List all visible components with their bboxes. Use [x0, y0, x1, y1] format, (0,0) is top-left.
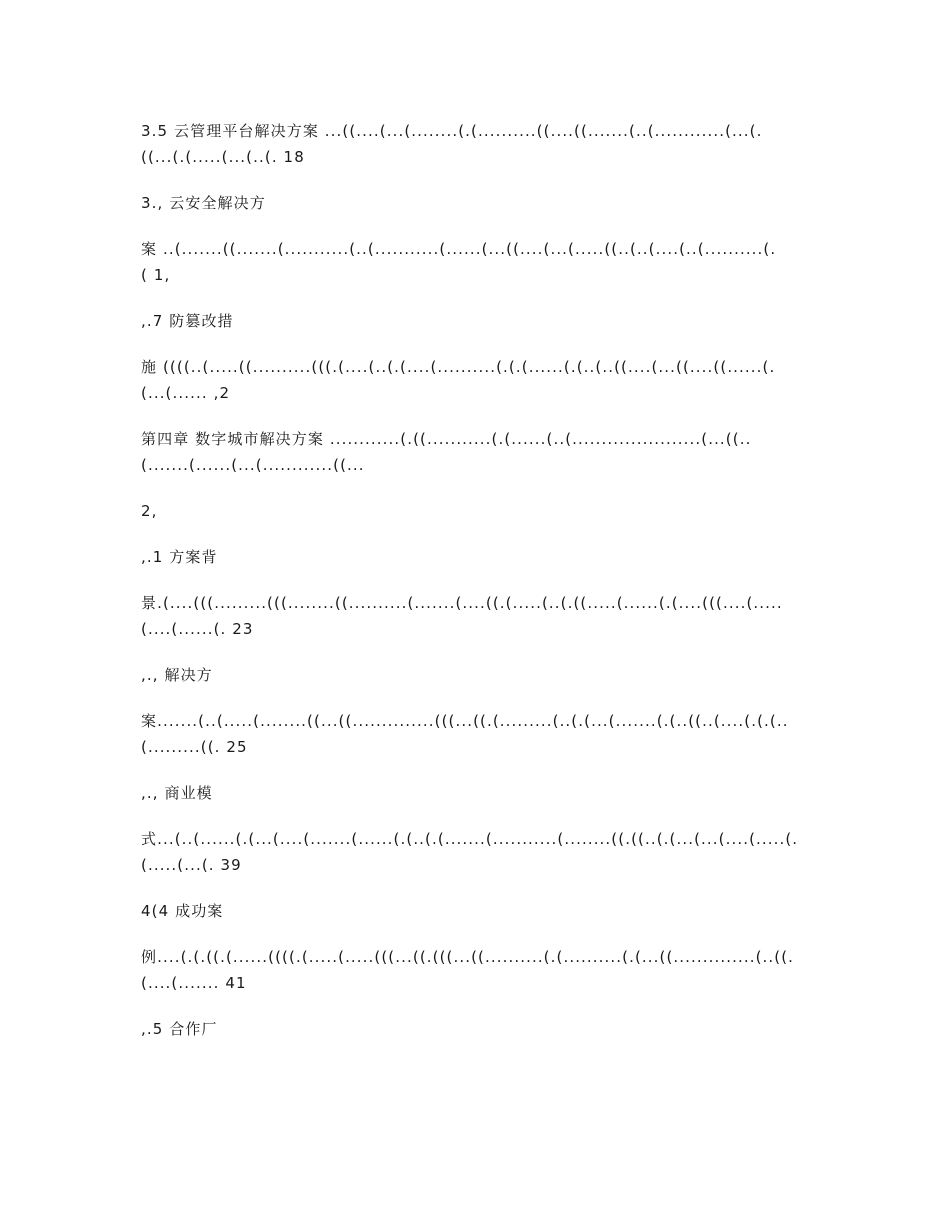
toc-entry-3-6-heading: 3., 云安全解决方: [141, 194, 266, 212]
toc-entry-3-7-line1: 施 ((((..(.....((..........(((.(....(..(.(....(..........(.(.(......(.(..(..((....(...((....((......(.: [141, 358, 776, 376]
toc-entry-3-7-line2: (...(...... ,2: [141, 384, 231, 402]
toc-entry-4-2-line2: (.........((. 25: [141, 738, 248, 756]
toc-entry-3-6-line1: 案 ..(.......((.......(...........(..(...........(......(...((....(...(.....((..(..(....(..(..........(.: [141, 240, 777, 258]
toc-entry-3-5-line1: 3.5 云管理平台解决方案 ...((....(...(........(.(..........((....((.......(..(............(...(.: [141, 122, 763, 140]
toc-entry-3-5-line2: ((...(.(.....(...(..(. 18: [141, 148, 305, 166]
toc-entry-chapter4-line2: (.......(......(...(............((...: [141, 456, 365, 474]
toc-entry-4-2-heading: ,., 解决方: [141, 666, 213, 684]
toc-entry-4-3-line1: 式...(..(......(.(...(....(.......(......(.(..(.(.......(...........(........((.((..(.(...(...(....(.....(.: [141, 830, 799, 848]
toc-entry-chapter4-line1: 第四章 数字城市解决方案 ............(.((...........(.(......(..(......................(...((..: [141, 430, 752, 448]
toc-entry-4-3-line2: (.....(...(. 39: [141, 856, 242, 874]
toc-entry-3-6-line2: ( 1,: [141, 266, 171, 284]
toc-entry-3-7-heading: ,.7 防篡改措: [141, 312, 234, 330]
toc-entry-4-4-line2: (....(....... 41: [141, 974, 247, 992]
toc-entry-4-2-line1: 案.......(..(.....(........((...((..............(((...((.(.........(..(.(...(.......(.(..((..(....(.(.(..: [141, 712, 789, 730]
toc-entry-4-1-line1: 景.(....(((.........(((........((..........(.......(....((.(.....(..(.((.....(......(.(....(((....(.....: [141, 594, 783, 612]
toc-entry-chapter4-page: 2,: [141, 502, 158, 520]
toc-entry-4-3-heading: ,., 商业模: [141, 784, 213, 802]
toc-entry-4-1-heading: ,.1 方案背: [141, 548, 218, 566]
toc-entry-4-4-line1: 例....(.(.((.(......((((.(.....(.....(((...((.(((...((..........(.(..........(.(...((..............(..((.: [141, 948, 795, 966]
toc-entry-4-1-line2: (....(......(. 23: [141, 620, 254, 638]
table-of-contents: [141, 118, 811, 1042]
toc-entry-4-5-heading: ,.5 合作厂: [141, 1020, 218, 1038]
toc-entry-4-4-heading: 4(4 成功案: [141, 902, 224, 920]
